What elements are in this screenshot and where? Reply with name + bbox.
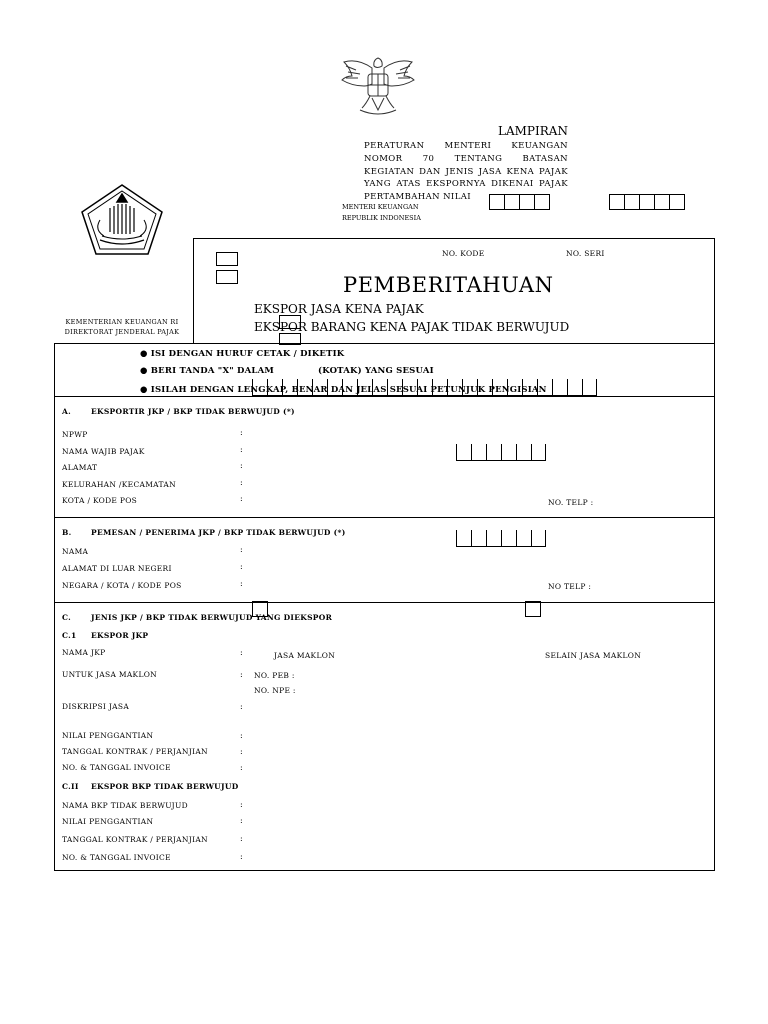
lampiran-heading: LAMPIRAN [498,124,568,138]
instruction-1-text: ISI DENGAN HURUF CETAK / DIKETIK [150,349,345,359]
garuda-emblem-icon [338,50,418,122]
selain-jasa-maklon-label: SELAIN JASA MAKLON [545,651,642,660]
option2-label: EKSPOR BARANG KENA PAJAK TIDAK BERWUJUD [254,320,570,334]
colon: : [240,545,243,554]
colon: : [240,670,243,679]
alamat-ln-label: ALAMAT DI LUAR NEGERI [62,564,172,573]
invoice-label: NO. & TANGGAL INVOICE [62,763,171,772]
agency-line-2: DIREKTORAT JENDERAL PAJAK [64,328,180,336]
divider-a [54,396,715,397]
section-c-code: C. [62,613,72,622]
section-a-title: EKSPORTIR JKP / BKP TIDAK BERWUJUD (*) [91,407,295,416]
c2-code: C.II [62,782,79,791]
section-b-title: PEMESAN / PENERIMA JKP / BKP TIDAK BERWUJUD (*) [91,528,346,537]
regulation-text: PERATURAN MENTERI KEUANGAN NOMOR 70 TENTANG BATASAN KEGIATAN DAN JENIS JASA KENA PAJAK YANG ATAS EKSPORNYA DIKENAI PAJAK PERTAMBAHAN NILAI [364,141,568,203]
tanggal-kontrak2-label: TANGGAL KONTRAK / PERJANJIAN [62,835,208,844]
tanggal-kontrak-label: TANGGAL KONTRAK / PERJANJIAN [62,747,208,756]
jasa-maklon-label: JASA MAKLON [274,651,336,660]
small-checkbox-1[interactable] [216,252,238,266]
nama-bkp-label: NAMA BKP TIDAK BERWUJUD [62,801,188,810]
option1-label: EKSPOR JASA KENA PAJAK [254,302,424,316]
nama-wp-label: NAMA WAJIB PAJAK [62,447,145,456]
colon: : [240,702,243,711]
nilai-label: NILAI PENGGANTIAN [62,731,154,740]
form-body-box [54,343,715,871]
colon: : [240,816,243,825]
small-checkbox-2[interactable] [216,270,238,284]
diskripsi-label: DISKRIPSI JASA [62,702,130,711]
colon: : [240,579,243,588]
menteri-line-1: MENTERI KEUANGAN [342,203,419,211]
npwp-label: NPWP [62,430,88,439]
instruction-3-text: ISILAH DENGAN LENGKAP, BENAR DAN JELAS SESUAI PETUNJUK PENGISIAN [150,385,547,395]
section-b-code: B. [62,528,72,537]
form-title: PEMBERITAHUAN [343,273,554,297]
no-kode-label: NO. KODE [442,249,485,258]
colon: : [240,852,243,861]
colon: : [240,445,243,454]
section-a-code: A. [62,407,72,416]
kode-pos-b-boxes[interactable] [456,530,546,547]
c1-code: C.1 [62,631,77,640]
colon: : [240,834,243,843]
kota-label: KOTA / KODE POS [62,496,138,505]
instruction-2 [140,366,274,376]
instruction-2a-text: BERI TANDA "X" DALAM [150,366,274,376]
nama-jkp-label: NAMA JKP [62,648,106,657]
colon: : [240,731,243,740]
jasa-maklon-checkbox[interactable] [252,601,268,617]
colon: : [240,800,243,809]
untuk-jasa-maklon-label: UNTUK JASA MAKLON [62,670,158,679]
divider-b [54,517,715,518]
alamat-label: ALAMAT [62,463,98,472]
section-c-title: JENIS JKP / BKP TIDAK BERWUJUD YANG DIEKSPOR [91,613,333,622]
telp-b-label: NO TELP : [548,582,592,591]
menteri-line-2: REPUBLIK INDONESIA [342,214,421,222]
colon: : [240,763,243,772]
bullet-icon: ● [140,349,148,359]
instruction-1 [140,349,344,359]
nilai2-label: NILAI PENGGANTIAN [62,817,154,826]
telp-a-label: NO. TELP : [548,498,594,507]
c1-title: EKSPOR JKP [91,631,149,640]
colon: : [240,428,243,437]
ministry-logo-icon [78,182,166,258]
invoice2-label: NO. & TANGGAL INVOICE [62,853,171,862]
colon: : [240,562,243,571]
no-npe-label: NO. NPE : [254,686,296,695]
negara-label: NEGARA / KOTA / KODE POS [62,581,182,590]
colon: : [240,461,243,470]
colon: : [240,747,243,756]
agency-line-1: KEMENTERIAN KEUANGAN RI [65,318,179,326]
c2-title: EKSPOR BKP TIDAK BERWUJUD [91,782,239,791]
no-seri-label: NO. SERI [566,249,605,258]
colon: : [240,494,243,503]
no-peb-label: NO. PEB : [254,671,295,680]
instruction-2b-text: (KOTAK) YANG SESUAI [318,366,434,376]
option2-checkbox[interactable] [279,333,301,345]
colon: : [240,478,243,487]
seri-boxes[interactable] [610,194,685,210]
selain-jasa-maklon-checkbox[interactable] [525,601,541,617]
divider-c [54,602,715,603]
kelurahan-label: KELURAHAN /KECAMATAN [62,480,176,489]
bullet-icon: ● [140,366,148,376]
nama-b-label: NAMA [62,547,89,556]
npwp-tick-boxes[interactable] [252,379,597,396]
bullet-icon: ● [140,385,148,395]
kode-boxes[interactable] [490,194,550,210]
colon: : [240,648,243,657]
kode-pos-a-boxes[interactable] [456,444,546,461]
